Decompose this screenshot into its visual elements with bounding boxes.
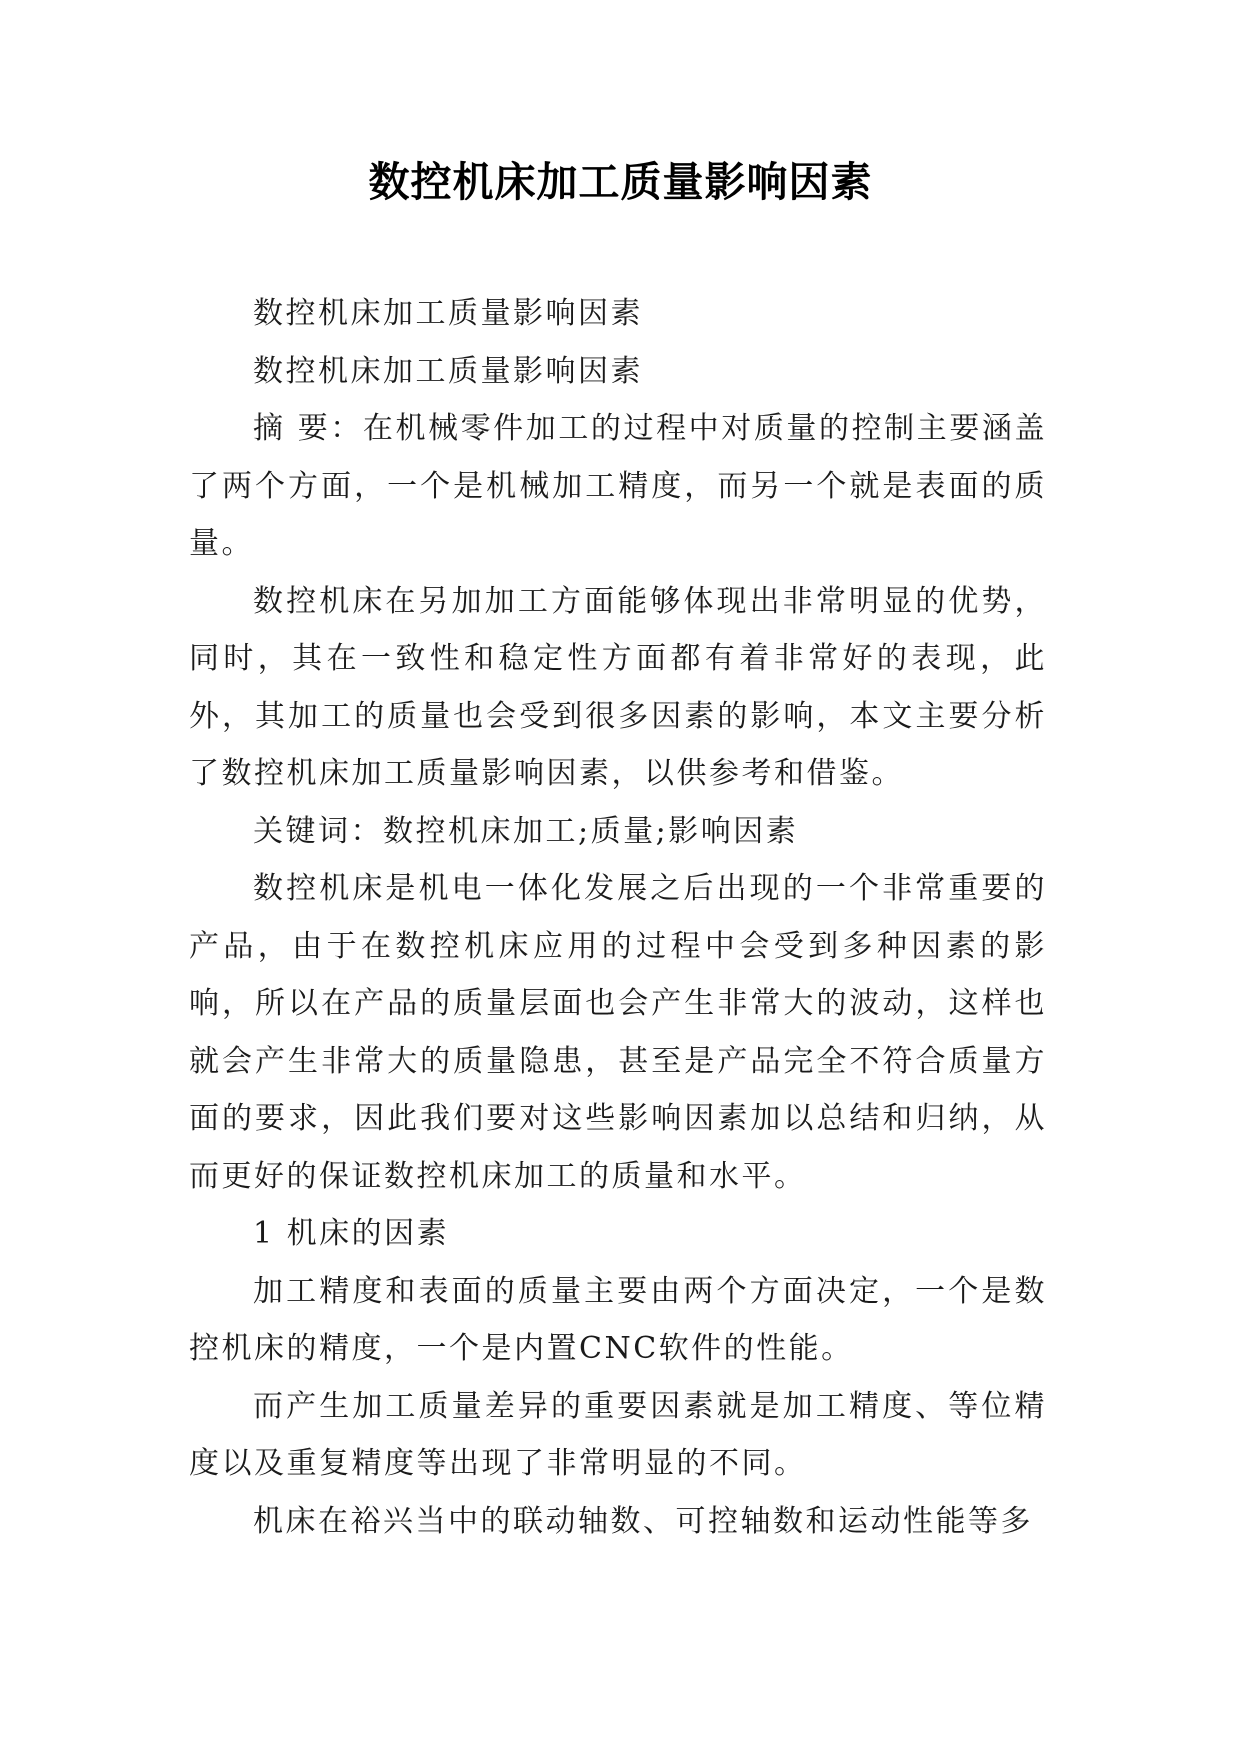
paragraph: 数控机床加工质量影响因素 <box>253 296 643 331</box>
paragraph: 而产生加工质量差异的重要因素就是加工精度、等位精度以及重复精度等出现了非常明显的不同。 <box>189 1388 1047 1481</box>
section-heading: 1 机床的因素 <box>253 1216 450 1251</box>
abstract-paragraph: 摘 要：在机械零件加工的过程中对质量的控制主要涵盖了两个方面，一个是机械加工精度，而另一个就是表面的质量。 <box>189 411 1047 561</box>
paragraph: 数控机床加工质量影响因素 <box>253 353 643 389</box>
document-body <box>189 285 1047 1550</box>
document-title: 数控机床加工质量影响因素 <box>368 158 873 206</box>
paragraph: 加工精度和表面的质量主要由两个方面决定，一个是数控机床的精度，一个是内置CNC软件的性能。 <box>189 1273 1047 1366</box>
keywords-paragraph: 关键词：数控机床加工;质量;影响因素 <box>253 813 799 849</box>
paragraph: 数控机床在另加加工方面能够体现出非常明显的优势，同时，其在一致性和稳定性方面都有着非常好的表现，此外，其加工的质量也会受到很多因素的影响，本文主要分析了数控机床加工质量影响因素，以供参考和借鉴。 <box>189 583 1047 791</box>
paragraph: 数控机床是机电一体化发展之后出现的一个非常重要的产品，由于在数控机床应用的过程中会受到多种因素的影响，所以在产品的质量层面也会产生非常大的波动，这样也就会产生非常大的质量隐患，甚至是产品完全不符合质量方面的要求，因此我们要对这些影响因素加以总结和归纳，从而更好的保证数控机床加工的质量和水平。 <box>189 871 1047 1194</box>
paragraph: 机床在裕兴当中的联动轴数、可控轴数和运动性能等多 <box>253 1503 1033 1539</box>
